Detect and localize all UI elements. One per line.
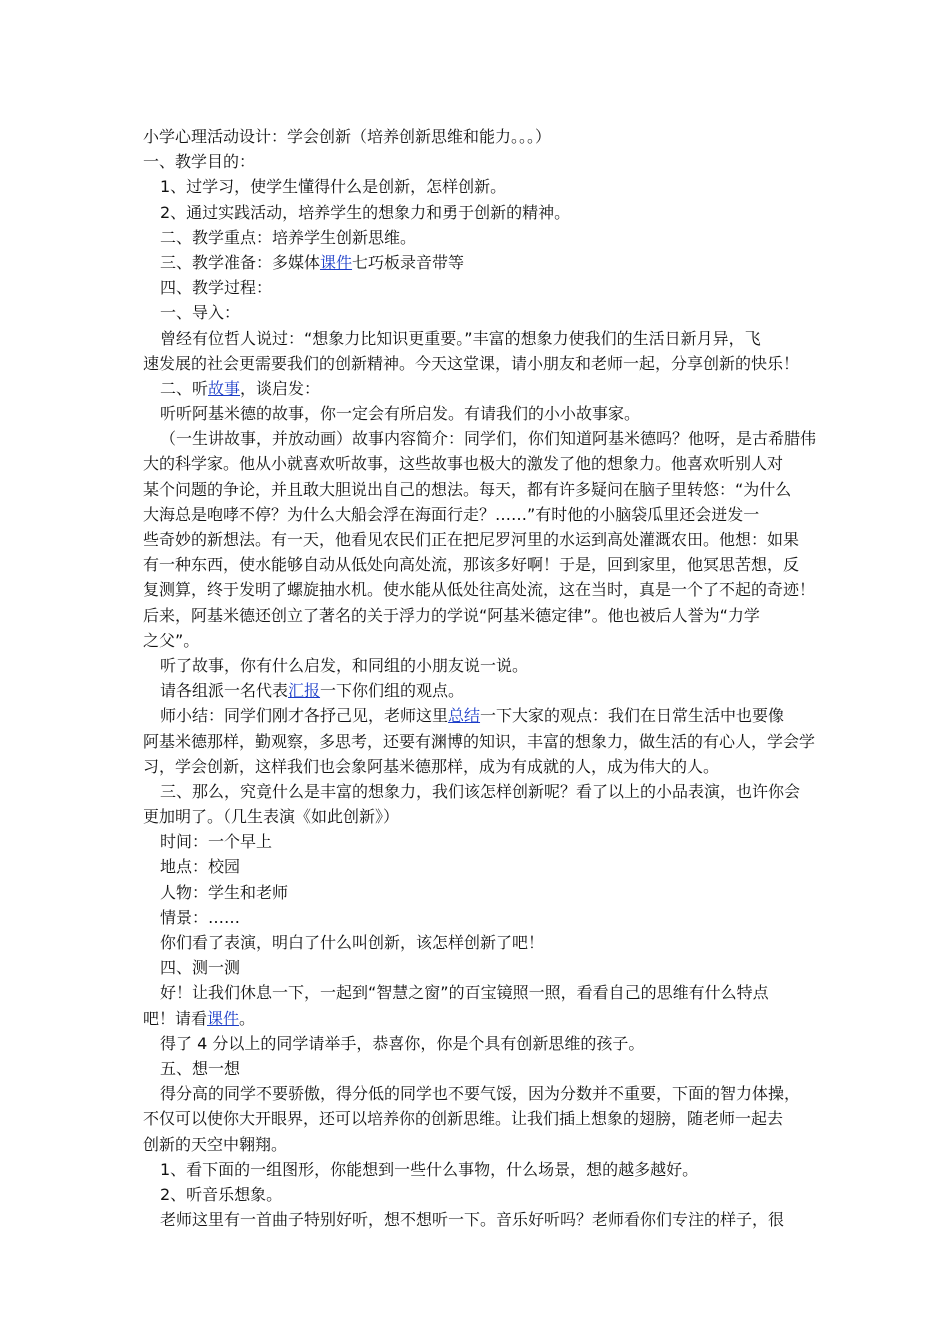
text-run: 大的科学家。他从小就喜欢听故事，这些故事也极大的激发了他的想象力。他喜欢听别人对 <box>143 454 784 474</box>
text-line <box>143 1006 815 1031</box>
text-line <box>143 225 815 250</box>
inline-link[interactable]: 总结 <box>448 706 481 726</box>
text-line <box>143 351 815 376</box>
text-run: 不仅可以使你大开眼界，还可以培养你的创新思维。让我们插上想象的翅膀，随老师一起去 <box>143 1109 784 1129</box>
text-line <box>143 804 815 829</box>
text-run: 复测算，终于发明了螺旋抽水机。使水能从低处往高处流，这在当时，真是一个了不起的奇迹！ <box>143 580 816 600</box>
text-run: 得分高的同学不要骄傲，得分低的同学也不要气馁，因为分数并不重要，下面的智力体操， <box>160 1084 801 1104</box>
text-run: 有一种东西，使水能够自动从低处向高处流，那该多好啊！于是，回到家里，他冥思苦想，反 <box>143 555 800 575</box>
text-line <box>143 729 815 754</box>
text-run: 五、想一想 <box>160 1058 241 1078</box>
text-line <box>143 1106 815 1131</box>
text-run: 。 <box>239 1008 256 1028</box>
inline-link[interactable]: 课件 <box>320 252 353 272</box>
text-line <box>143 577 815 602</box>
text-line <box>143 1081 815 1106</box>
text-line <box>143 603 815 628</box>
inline-link[interactable]: 故事 <box>208 378 241 398</box>
text-line <box>143 955 815 980</box>
text-line <box>143 1031 815 1056</box>
text-line <box>143 326 815 351</box>
text-run: 曾经有位哲人说过：“想象力比知识更重要。”丰富的想象力使我们的生活日新月异，飞 <box>160 328 761 348</box>
text-line <box>143 880 815 905</box>
text-run: 一、教学目的： <box>143 152 256 172</box>
text-run: 人物：学生和老师 <box>160 882 289 902</box>
text-run: 一下大家的观点：我们在日常生活中也要像 <box>480 706 785 726</box>
text-line <box>143 477 815 502</box>
text-line <box>143 300 815 325</box>
text-run: 速发展的社会更需要我们的创新精神。今天这堂课，请小朋友和老师一起，分享创新的快乐！ <box>143 353 800 373</box>
text-line <box>143 1132 815 1157</box>
text-run: 一下你们组的观点。 <box>320 681 465 701</box>
text-run: （一生讲故事，并放动画）故事内容简介：同学们，你们知道阿基米德吗？他呀，是古希腊伟 <box>160 429 817 449</box>
text-run: 1、过学习，使学生懂得什么是创新，怎样创新。 <box>160 177 507 197</box>
text-run: 请各组派一名代表 <box>160 681 289 701</box>
text-line <box>143 426 815 451</box>
text-run: 1、看下面的一组图形，你能想到一些什么事物，什么场景，想的越多越好。 <box>160 1159 699 1179</box>
inline-link[interactable]: 汇报 <box>288 681 321 701</box>
text-run: 更加明了。（几生表演《如此创新》） <box>143 807 400 827</box>
text-line <box>143 1182 815 1207</box>
text-run: 老师这里有一首曲子特别好听，想不想听一下。音乐好听吗？老师看你们专注的样子，很 <box>160 1210 785 1230</box>
text-run: 地点：校园 <box>160 857 241 877</box>
text-line <box>143 376 815 401</box>
text-run: 习，学会创新，这样我们也会象阿基米德那样，成为有成就的人，成为伟大的人。 <box>143 756 720 776</box>
text-run: 二、听 <box>160 378 209 398</box>
text-line <box>143 527 815 552</box>
document-paragraphs <box>143 149 815 1232</box>
text-line <box>143 174 815 199</box>
text-line <box>143 502 815 527</box>
text-run: 三、那么，究竟什么是丰富的想象力，我们该怎样创新呢？看了以上的小品表演，也许你会 <box>160 781 801 801</box>
text-run: 情景：…… <box>160 907 241 927</box>
text-run: 一、导入： <box>160 303 241 323</box>
text-line <box>143 905 815 930</box>
text-run: 听听阿基米德的故事，你一定会有所启发。有请我们的小小故事家。 <box>160 404 641 424</box>
text-line <box>143 678 815 703</box>
text-run: 听了故事，你有什么启发，和同组的小朋友说一说。 <box>160 655 529 675</box>
text-line <box>143 149 815 174</box>
text-line <box>143 451 815 476</box>
text-run: 得了 4 分以上的同学请举手，恭喜你，你是个具有创新思维的孩子。 <box>160 1033 645 1053</box>
text-line <box>143 930 815 955</box>
text-run: 阿基米德那样，勤观察，多思考，还要有渊博的知识，丰富的想象力，做生活的有心人，学会学 <box>143 731 816 751</box>
text-run: 某个问题的争论，并且敢大胆说出自己的想法。每天，都有许多疑问在脑子里转悠：“为什么 <box>143 479 792 499</box>
document-body <box>143 124 815 1232</box>
text-line <box>143 401 815 426</box>
text-run: 些奇妙的新想法。有一天，他看见农民们正在把尼罗河里的水运到高处灌溉农田。他想：如果 <box>143 530 800 549</box>
text-run: 2、听音乐想象。 <box>160 1184 283 1204</box>
text-line <box>143 980 815 1005</box>
text-line <box>143 628 815 653</box>
text-run: 创新的天空中翱翔。 <box>143 1134 288 1154</box>
text-line <box>143 1207 815 1232</box>
text-line <box>143 754 815 779</box>
text-run: ，谈启发： <box>240 378 321 398</box>
text-run: 后来，阿基米德还创立了著名的关于浮力的学说“阿基米德定律”。他也被后人誉为“力学 <box>143 605 760 625</box>
text-line <box>143 779 815 804</box>
text-run: 之父”。 <box>143 630 200 650</box>
text-run: 师小结：同学们刚才各抒己见，老师这里 <box>160 706 449 726</box>
text-run: 大海总是咆哮不停？为什么大船会浮在海面行走？……”有时他的小脑袋瓜里还会迸发一 <box>143 504 760 524</box>
text-run: 四、测一测 <box>160 958 241 978</box>
text-run: 七巧板录音带等 <box>352 252 465 272</box>
text-run: 2、通过实践活动，培养学生的想象力和勇于创新的精神。 <box>160 202 571 222</box>
text-line <box>143 1056 815 1081</box>
text-line <box>143 275 815 300</box>
text-line <box>143 703 815 728</box>
text-line <box>143 552 815 577</box>
text-line <box>143 653 815 678</box>
text-run: 好！让我们休息一下，一起到“智慧之窗”的百宝镜照一照，看看自己的思维有什么特点 <box>160 983 769 1003</box>
text-run: 时间：一个早上 <box>160 832 273 852</box>
text-line <box>143 1157 815 1182</box>
text-run: 你们看了表演，明白了什么叫创新，该怎样创新了吧！ <box>160 933 545 952</box>
text-line <box>143 854 815 879</box>
text-run: 吧！请看 <box>143 1008 208 1028</box>
text-run: 二、教学重点：培养学生创新思维。 <box>160 227 417 247</box>
inline-link[interactable]: 课件 <box>207 1008 240 1028</box>
text-line <box>143 250 815 275</box>
text-run: 四、教学过程： <box>160 278 273 298</box>
document-title: 小学心理活动设计：学会创新（培养创新思维和能力。。。） <box>143 127 552 146</box>
text-line <box>143 829 815 854</box>
text-line <box>143 200 815 225</box>
text-run: 三、教学准备：多媒体 <box>160 252 321 272</box>
